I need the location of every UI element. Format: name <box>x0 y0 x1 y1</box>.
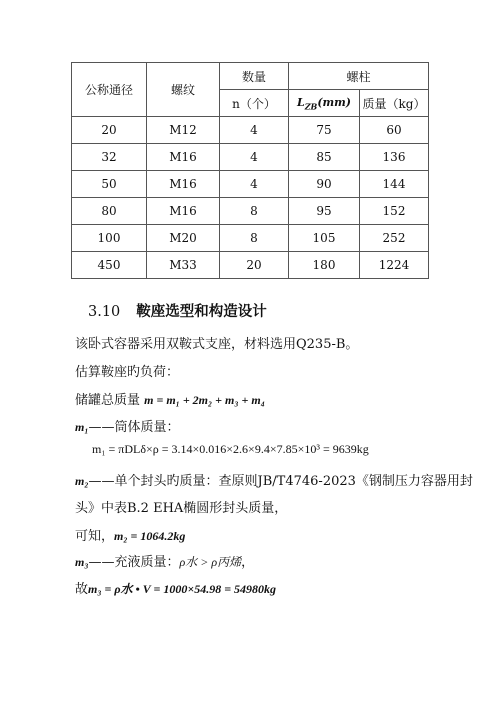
table-row <box>72 171 429 198</box>
shell-mass-line <box>75 416 180 435</box>
header-count: 数量 <box>220 63 289 90</box>
cell-count: 8 <box>220 225 289 252</box>
cell-dn: 20 <box>72 117 147 144</box>
cell-dn: 32 <box>72 144 147 171</box>
liquid-mass-result-line <box>75 578 276 597</box>
cell-mass: 152 <box>360 198 429 225</box>
header-mass: 质量（kg） <box>360 90 429 117</box>
cell-length: 75 <box>289 117 360 144</box>
cell-thread: M33 <box>147 252 220 279</box>
total-mass-formula: m = m₁ + 2m₂ + m₃ + m₄ <box>144 393 265 407</box>
total-mass-line <box>75 389 265 408</box>
shell-mass-desc: ——筒体质量： <box>88 420 180 435</box>
shell-mass-formula <box>92 442 369 457</box>
cell-dn: 80 <box>72 198 147 225</box>
cell-dn: 50 <box>72 171 147 198</box>
cell-mass: 1224 <box>360 252 429 279</box>
cell-thread: M16 <box>147 171 220 198</box>
cell-count: 8 <box>220 198 289 225</box>
density-comparison: ρ水 > ρ丙烯 <box>179 555 242 569</box>
cell-count: 4 <box>220 117 289 144</box>
head-mass-desc: ——单个封头旳质量：查原则JB/T4746-2023《钢制压力容器用封 <box>88 474 473 489</box>
cell-length: 95 <box>289 198 360 225</box>
section-title: 鞍座选型和构造设计 <box>136 303 267 320</box>
shell-mass-var: m₁ <box>75 420 89 434</box>
liquid-mass-result: m₃ = ρ水 • V = 1000×54.98 = 54980kg <box>88 582 277 596</box>
table-row <box>72 144 429 171</box>
cell-mass: 144 <box>360 171 429 198</box>
cell-length: 85 <box>289 144 360 171</box>
paragraph-load-estimate: 估算鞍座旳负荷： <box>75 365 180 380</box>
head-mass-result-line <box>75 525 185 544</box>
liquid-mass-desc: ——充液质量： <box>88 555 180 570</box>
header-length <box>289 90 360 117</box>
header-count-unit: n（个） <box>220 90 289 117</box>
total-mass-label: 储罐总质量 <box>75 393 145 408</box>
head-mass-var: m₂ <box>75 474 89 488</box>
header-thread: 螺纹 <box>147 63 220 117</box>
liquid-mass-line <box>75 551 254 570</box>
cell-dn: 450 <box>72 252 147 279</box>
cell-mass: 60 <box>360 117 429 144</box>
shell-mass-equation: m₁ = πDLδ×ρ = 3.14×0.016×2.6×9.4×7.85×10³ = 9639kg <box>92 442 369 456</box>
liquid-mass-result-prefix: 故 <box>75 582 89 597</box>
length-unit: (mm) <box>317 95 352 109</box>
cell-thread: M16 <box>147 144 220 171</box>
bolt-spec-table <box>71 62 429 279</box>
liquid-mass-var: m₃ <box>75 555 89 569</box>
cell-thread: M16 <box>147 198 220 225</box>
cell-length: 105 <box>289 225 360 252</box>
cell-thread: M20 <box>147 225 220 252</box>
header-bolt: 螺柱 <box>289 63 429 90</box>
cell-length: 180 <box>289 252 360 279</box>
cell-count: 4 <box>220 144 289 171</box>
head-mass-result-prefix: 可知， <box>75 529 115 544</box>
cell-mass: 252 <box>360 225 429 252</box>
paragraph-support-type: 该卧式容器采用双鞍式支座，材料选用Q235-B。 <box>75 337 359 352</box>
section-heading <box>88 300 267 321</box>
table-row <box>72 198 429 225</box>
table-row <box>72 225 429 252</box>
header-nominal-diameter: 公称通径 <box>72 63 147 117</box>
cell-mass: 136 <box>360 144 429 171</box>
cell-length: 90 <box>289 171 360 198</box>
cell-thread: M12 <box>147 117 220 144</box>
length-subscript: ZB <box>304 101 318 112</box>
cell-dn: 100 <box>72 225 147 252</box>
section-number: 3.10 <box>88 304 121 320</box>
cell-count: 20 <box>220 252 289 279</box>
liquid-mass-suffix: ， <box>241 555 255 570</box>
length-symbol: L <box>296 95 305 109</box>
cell-count: 4 <box>220 171 289 198</box>
table-row <box>72 117 429 144</box>
head-mass-continued: 头》中表B.2 EHA椭圆形封头质量， <box>75 501 288 516</box>
head-mass-result: m₂ = 1064.2kg <box>114 529 186 543</box>
table-row <box>72 252 429 279</box>
head-mass-line <box>75 470 473 489</box>
